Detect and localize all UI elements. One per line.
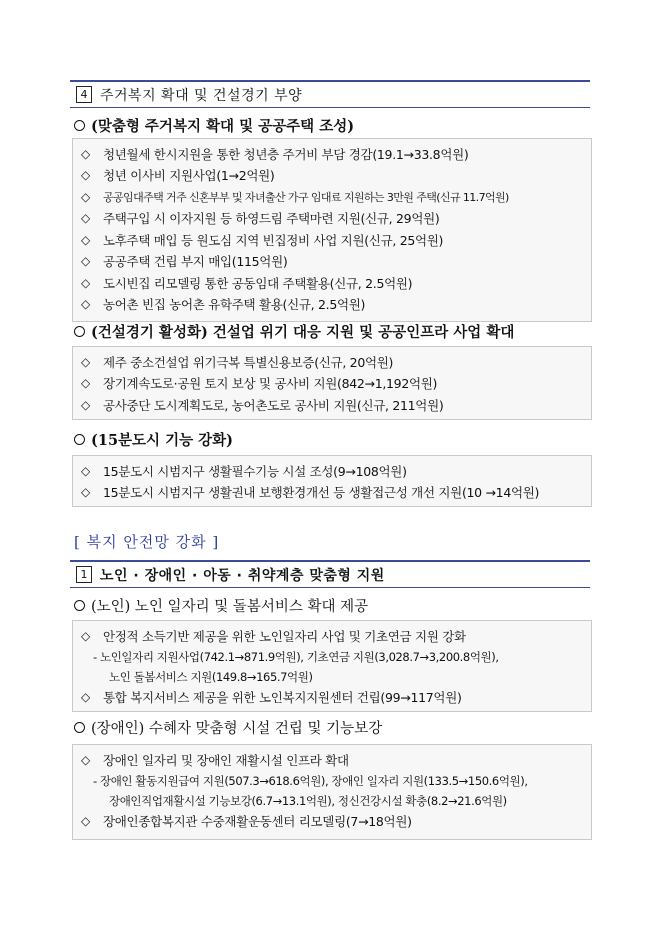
housing-items-box bbox=[72, 138, 592, 322]
diamond-bullet-icon: ◇ bbox=[81, 254, 90, 269]
circle-bullet-icon bbox=[74, 326, 85, 337]
circle-bullet-icon bbox=[74, 722, 85, 733]
diamond-bullet-icon: ◇ bbox=[81, 397, 90, 412]
diamond-bullet-icon: ◇ bbox=[81, 168, 90, 183]
list-item: ◇ 제주 중소건설업 위기극복 특별신용보증(신규, 20억원) bbox=[81, 354, 394, 370]
list-item: ◇ 농어촌 빈집 농어촌 유학주택 활용(신규, 2.5억원) bbox=[81, 297, 366, 313]
list-item: ◇ 15분도시 시범지구 생활필수기능 시설 조성(9→108억원) bbox=[81, 463, 407, 479]
subsection-title: 노인 · 장애인 · 아동 · 취약계층 맞춤형 지원 bbox=[100, 567, 385, 584]
group-heading-housing bbox=[74, 114, 594, 136]
group-heading-disabled bbox=[74, 716, 594, 738]
subsection-1-header bbox=[70, 560, 590, 588]
list-item: ◇ 15분도시 시범지구 생활권내 보행환경개선 등 생활접근성 개선 지원(10 →14억원) bbox=[81, 485, 540, 501]
list-item: ◇ 청년월세 한시지원을 통한 청년층 주거비 부담 경감(19.1→33.8억원) bbox=[81, 146, 469, 162]
diamond-bullet-icon: ◇ bbox=[81, 376, 90, 391]
list-item: ◇ 통합 복지서비스 제공을 위한 노인복지지원센터 건립(99→117억원) bbox=[81, 690, 462, 706]
subsection-number-box: 1 bbox=[76, 566, 92, 583]
group-heading-text: (건설경기 활성화) 건설업 위기 대응 지원 및 공공인프라 사업 확대 bbox=[91, 323, 515, 341]
list-item: ◇ 공사중단 도시계획도로, 농어촌도로 공사비 지원(신규, 211억원) bbox=[81, 397, 444, 413]
list-item: ◇ 노후주택 매입 등 원도심 지역 빈집정비 사업 지원(신규, 25억원) bbox=[81, 232, 444, 248]
welfare-section-title: [ 복지 안전망 강화 ] bbox=[74, 532, 220, 551]
list-subitem: - 장애인 활동지원급여 지원(507.3→618.6억원), 장애인 일자리 지원(133.5→150.6억원), bbox=[93, 773, 528, 788]
list-subitem: 노인 돌봄서비스 지원(149.8→165.7억원) bbox=[109, 669, 313, 684]
elderly-items-box bbox=[72, 620, 592, 712]
list-subitem: - 노인일자리 지원사업(742.1→871.9억원), 기초연금 지원(3,028.7→3,200.8억원), bbox=[93, 649, 499, 664]
list-item: ◇ 공공임대주택 거주 신혼부부 및 자녀출산 가구 임대료 지원하는 3만원 주택(신규 11.7억원) bbox=[81, 189, 509, 204]
diamond-bullet-icon: ◇ bbox=[81, 189, 90, 204]
group-heading-text: (장애인) 수혜자 맞춤형 시설 건립 및 기능보강 bbox=[91, 720, 383, 737]
group-heading-elderly bbox=[74, 594, 594, 616]
diamond-bullet-icon: ◇ bbox=[81, 232, 90, 247]
list-item: ◇ 장애인 일자리 및 장애인 재활시설 인프라 확대 bbox=[81, 752, 349, 768]
list-item: ◇ 주택구입 시 이자지원 등 하영드림 주택마련 지원(신규, 29억원) bbox=[81, 211, 440, 227]
city-items-box bbox=[72, 455, 592, 507]
list-item: ◇ 장애인종합복지관 수중재활운동센터 리모델링(7→18억원) bbox=[81, 814, 412, 830]
list-item: ◇ 청년 이사비 지원사업(1→2억원) bbox=[81, 168, 275, 184]
diamond-bullet-icon: ◇ bbox=[81, 463, 90, 478]
list-item: ◇ 공공주택 건립 부지 매입(115억원) bbox=[81, 254, 288, 270]
diamond-bullet-icon: ◇ bbox=[81, 297, 90, 312]
diamond-bullet-icon: ◇ bbox=[81, 752, 90, 767]
group-heading-text: (맞춤형 주거복지 확대 및 공공주택 조성) bbox=[91, 117, 355, 135]
group-heading-text: (노인) 노인 일자리 및 돌봄서비스 확대 제공 bbox=[91, 598, 369, 615]
diamond-bullet-icon: ◇ bbox=[81, 275, 90, 290]
list-item: ◇ 장기계속도로·공원 토지 보상 및 공사비 지원(842→1,192억원) bbox=[81, 376, 438, 392]
diamond-bullet-icon: ◇ bbox=[81, 211, 90, 226]
section-title: 주거복지 확대 및 건설경기 부양 bbox=[100, 87, 303, 104]
disabled-items-box bbox=[72, 744, 592, 840]
section-4-header bbox=[70, 80, 590, 108]
group-heading-15min-city bbox=[74, 428, 594, 450]
construction-items-box bbox=[72, 346, 592, 420]
section-number-box: 4 bbox=[76, 86, 92, 103]
circle-bullet-icon bbox=[74, 120, 85, 131]
group-heading-text: (15분도시 기능 강화) bbox=[91, 431, 234, 449]
list-item: ◇ 도시빈집 리모델링 통한 공동임대 주택활용(신규, 2.5억원) bbox=[81, 275, 413, 291]
diamond-bullet-icon: ◇ bbox=[81, 354, 90, 369]
diamond-bullet-icon: ◇ bbox=[81, 485, 90, 500]
diamond-bullet-icon: ◇ bbox=[81, 690, 90, 705]
circle-bullet-icon bbox=[74, 434, 85, 445]
circle-bullet-icon bbox=[74, 600, 85, 611]
group-heading-construction bbox=[74, 320, 594, 342]
diamond-bullet-icon: ◇ bbox=[81, 814, 90, 829]
diamond-bullet-icon: ◇ bbox=[81, 628, 90, 643]
list-subitem: 장애인직업재활시설 기능보강(6.7→13.1억원), 정신건강시설 확충(8.2→21.6억원) bbox=[109, 793, 507, 808]
diamond-bullet-icon: ◇ bbox=[81, 146, 90, 161]
list-item: ◇ 안정적 소득기반 제공을 위한 노인일자리 사업 및 기초연금 지원 강화 bbox=[81, 628, 466, 644]
